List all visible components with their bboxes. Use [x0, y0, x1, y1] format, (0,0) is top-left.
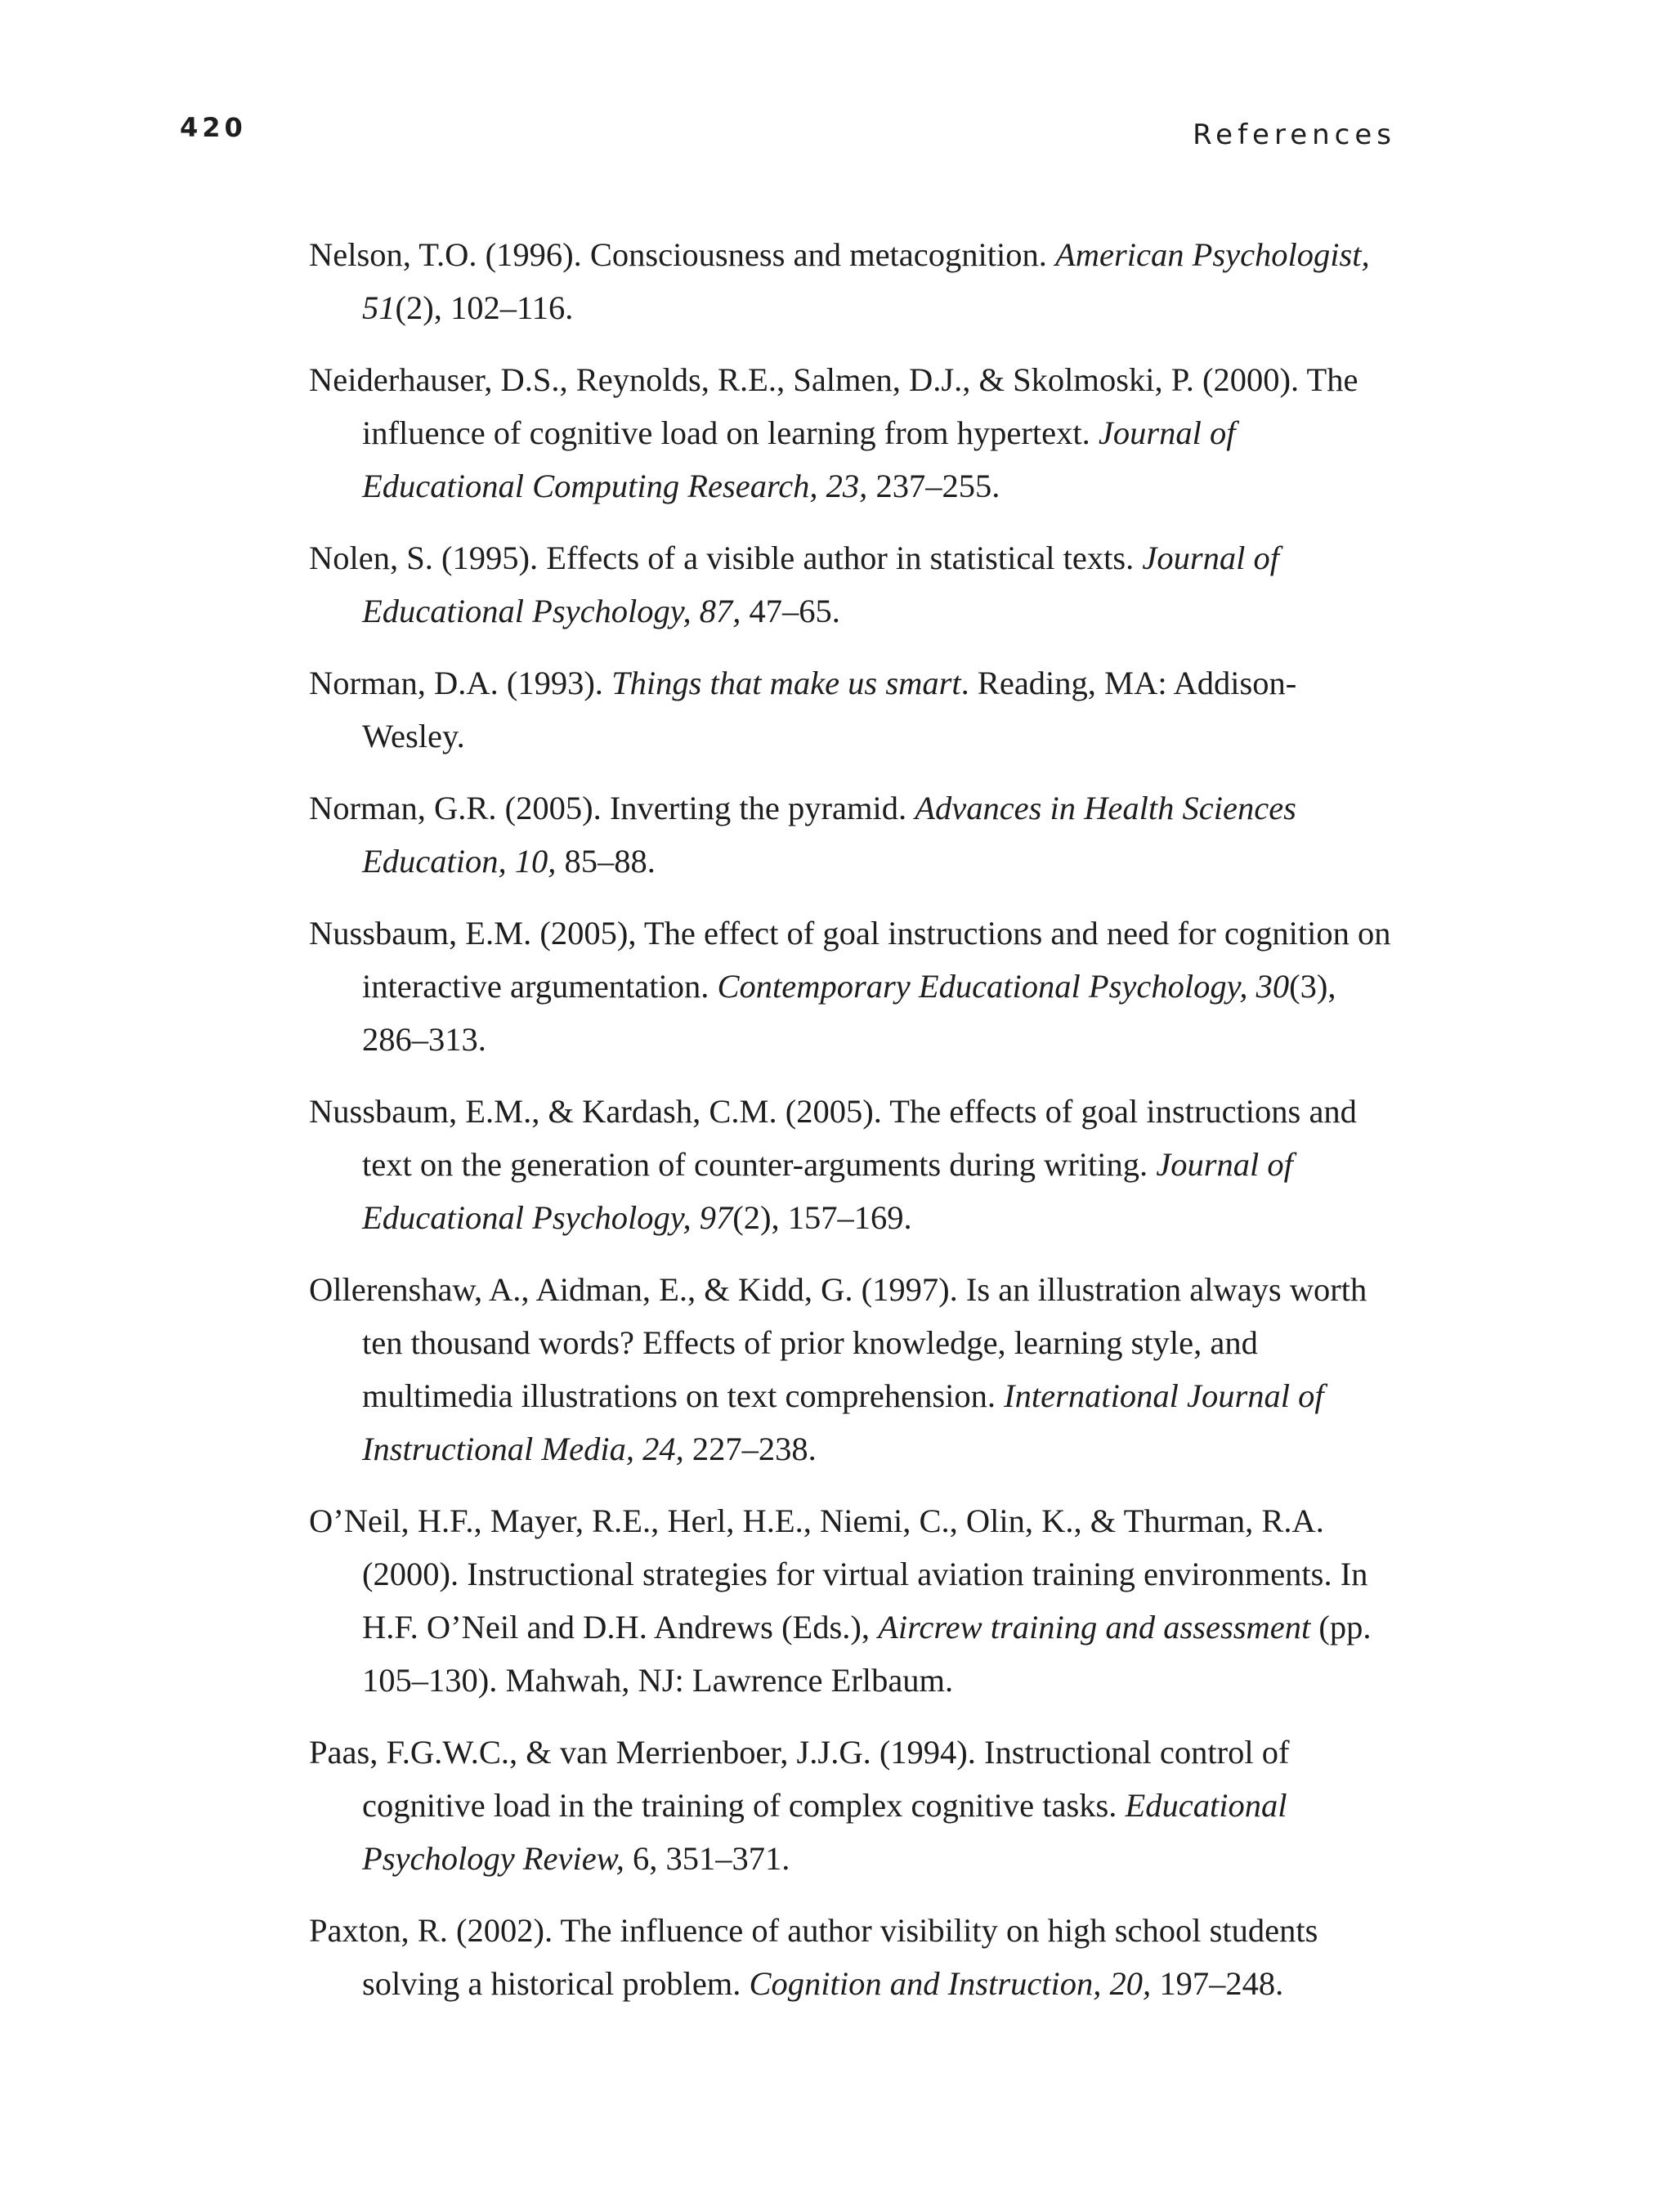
reference-text: O’Neil, H.F., Mayer, R.E., Herl, H.E., Niemi, C., Olin, K., & Thurman, R.A. (2000). Instructional strategies for virtual aviation training environments. In H.F. O’Neil and D.H. Andrews (Eds.), — [309, 1502, 1368, 1646]
reference-text: Nelson, T.O. (1996). Consciousness and metacognition. — [309, 236, 1056, 273]
reference-source-title: Aircrew training and assessment — [878, 1609, 1311, 1646]
reference-text: Paas, F.G.W.C., & van Merrienboer, J.J.G. (1994). Instructional control of cognitive load in the training of complex cognitive tasks. — [309, 1734, 1290, 1824]
reference-entry — [309, 656, 1396, 763]
reference-source-title: Journal of Educational Computing Research, 23, — [362, 414, 1236, 504]
reference-source-title: Cognition and Instruction, 20, — [749, 1965, 1152, 2002]
reference-source-title: Advances in Health Sciences Education, 10, — [362, 790, 1296, 880]
reference-source-title: Contemporary Educational Psychology, 30 — [717, 968, 1290, 1005]
reference-text: 85–88. — [556, 843, 656, 880]
reference-source-title: Things that make us smart — [611, 665, 961, 701]
reference-text: (2), 157–169. — [732, 1199, 912, 1236]
reference-text: Norman, D.A. (1993). — [309, 665, 612, 701]
reference-entry — [309, 353, 1396, 513]
reference-source-title: Journal of Educational Psychology, 97 — [362, 1146, 1293, 1236]
reference-text: 237–255. — [867, 468, 1000, 504]
reference-entry — [309, 1904, 1396, 2010]
reference-text: Nolen, S. (1995). Effects of a visible author in statistical texts. — [309, 540, 1143, 576]
reference-text: 227–238. — [683, 1431, 817, 1467]
reference-text: (3), 286–313. — [362, 968, 1336, 1058]
reference-text: . Reading, MA: Addison-Wesley. — [362, 665, 1297, 754]
reference-text: 197–248. — [1151, 1965, 1284, 2002]
reference-source-title: Journal of Educational Psychology, 87, — [362, 540, 1280, 629]
reference-text: Norman, G.R. (2005). Inverting the pyramid. — [309, 790, 915, 826]
page-number: 420 — [180, 112, 247, 143]
reference-source-title: American Psychologist, 51 — [362, 236, 1370, 326]
reference-entry — [309, 1085, 1396, 1244]
reference-entry — [309, 228, 1396, 334]
reference-list — [309, 228, 1396, 2029]
reference-entry — [309, 1263, 1396, 1475]
reference-text: 47–65. — [741, 593, 840, 629]
reference-source-title: Educational Psychology Review, — [362, 1787, 1287, 1877]
reference-text: Paxton, R. (2002). The influence of author visibility on high school students solving a historical problem. — [309, 1912, 1318, 2002]
reference-text: Ollerenshaw, A., Aidman, E., & Kidd, G. (1997). Is an illustration always worth ten thousand words? Effects of prior knowledge, learning style, and multimedia illustrations on text comprehension. — [309, 1271, 1367, 1414]
reference-text: Nussbaum, E.M. (2005), The effect of goal instructions and need for cognition on interactive argumentation. — [309, 915, 1391, 1005]
reference-text: 6, 351–371. — [624, 1840, 790, 1877]
reference-source-title: International Journal of Instructional Media, 24, — [362, 1377, 1324, 1467]
reference-entry — [309, 1494, 1396, 1707]
reference-entry — [309, 531, 1396, 638]
reference-text: Neiderhauser, D.S., Reynolds, R.E., Salmen, D.J., & Skolmoski, P. (2000). The influence of cognitive load on learning from hypertext. — [309, 361, 1358, 451]
reference-text: Nussbaum, E.M., & Kardash, C.M. (2005). The effects of goal instructions and text on the generation of counter-arguments during writing. — [309, 1093, 1357, 1183]
reference-text: (2), 102–116. — [395, 289, 574, 326]
running-head: References — [1193, 119, 1396, 151]
reference-entry — [309, 907, 1396, 1066]
reference-entry — [309, 1726, 1396, 1885]
reference-entry — [309, 781, 1396, 888]
reference-text: (pp. 105–130). Mahwah, NJ: Lawrence Erlbaum. — [362, 1609, 1372, 1699]
